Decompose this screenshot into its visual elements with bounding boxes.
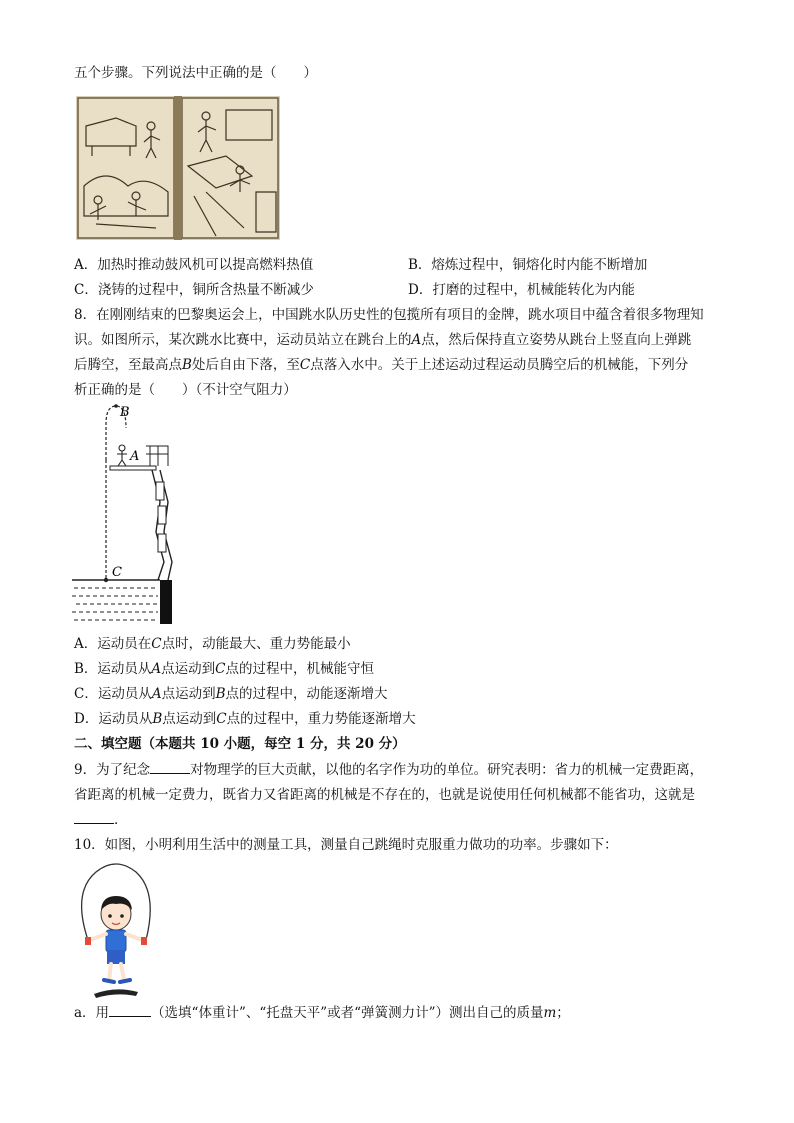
q10-stem: 10．如图，小明利用生活中的测量工具，测量自己跳绳时克服重力做功的功率。步骤如下： <box>74 837 618 853</box>
q8-stem-line2: 识。如图所示，某次跳水比赛中，运动员站立在跳台上的A点，然后保持直立姿势从跳台上竖直向上弹跳 <box>74 332 692 348</box>
jump-rope-boy-illustration <box>76 862 156 1000</box>
section-heading-fill-blank: 二、填空题（本题共 10 小题，每空 1 分，共 20 分） <box>74 736 406 752</box>
q10-step-a: a．用 （选填“体重计”、“托盘天平”或者“弹簧测力计”）测出自己的质量m； <box>74 1005 570 1021</box>
point-a-label: A <box>130 449 140 464</box>
q7-intro: 五个步骤。下列说法中正确的是（ ） <box>74 65 317 81</box>
q9-line2: 省距离的机械一定费力，既省力又省距离的机械是不存在的，也就是说使用任何机械都不能省功，这就是 <box>74 787 695 803</box>
q8-option-d: D．运动员从B点运动到C点的过程中，重力势能逐渐增大 <box>74 711 416 727</box>
q9-line1: 9．为了纪念 对物理学的巨大贡献，以他的名字作为功的单位。研究表明：省力的机械一定费距离， <box>74 762 704 778</box>
q9-blank-1[interactable] <box>150 761 190 774</box>
q7-option-a: A．加热时推动鼓风机可以提高燃料热值 <box>74 257 314 273</box>
q7-option-d: D．打磨的过程中，机械能转化为内能 <box>408 282 635 298</box>
q8-option-a: A．运动员在C点时，动能最大、重力势能最小 <box>74 636 351 652</box>
q8-stem-line1: 8．在刚刚结束的巴黎奥运会上，中国跳水队历史性的包揽所有项目的金牌，跳水项目中蕴含着很多物理知 <box>74 307 704 323</box>
q8-stem-line3: 后腾空，至最高点B处后自由下落，至C点落入水中。关于上述运动过程运动员腾空后的机械能，下列分 <box>74 357 689 373</box>
q10-blank-a[interactable] <box>109 1004 151 1017</box>
diving-platform-diagram <box>72 402 176 626</box>
q8-stem-line4: 析正确的是（ ）（不计空气阻力） <box>74 382 297 398</box>
q9-line3: ． <box>74 811 128 831</box>
q7-option-b: B．熔炼过程中，铜熔化时内能不断增加 <box>408 257 648 273</box>
q8-option-b: B．运动员从A点运动到C点的过程中，机械能守恒 <box>74 661 375 677</box>
q9-blank-2[interactable] <box>74 811 114 824</box>
q7-option-c: C．浇铸的过程中，铜所含热量不断减少 <box>74 282 314 298</box>
copper-smelting-illustration <box>76 96 280 240</box>
point-b-label: B <box>120 405 130 420</box>
q8-option-c: C．运动员从A点运动到B点的过程中，动能逐渐增大 <box>74 686 388 702</box>
point-c-label: C <box>112 565 122 580</box>
